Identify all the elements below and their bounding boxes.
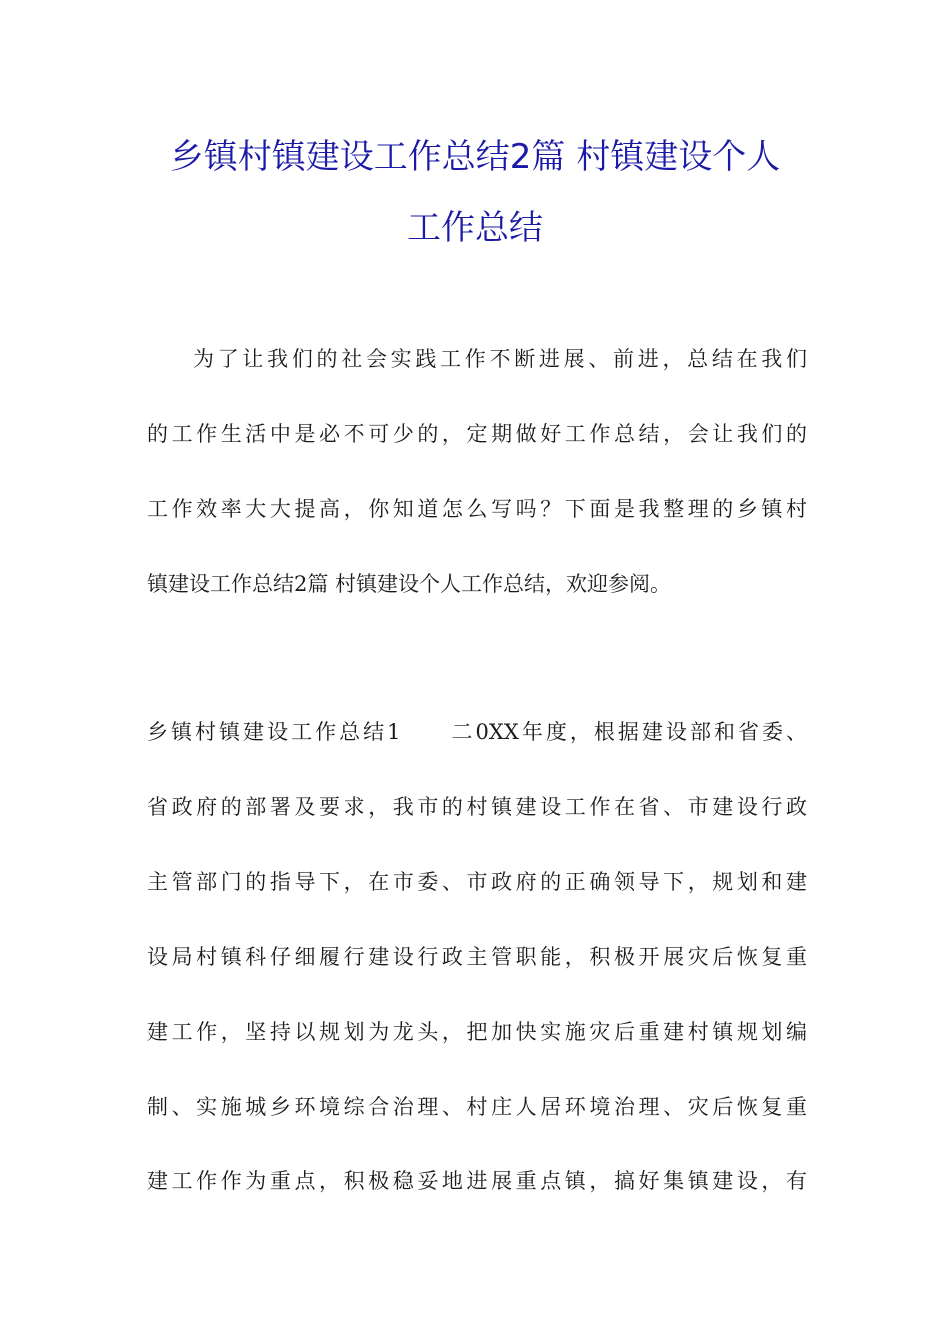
section-paragraph-line: 主管部门的指导下，在市委、市政府的正确领导下，规划和建 <box>147 870 807 894</box>
intro-paragraph-line: 工作效率大大提高，你知道怎么写吗？下面是我整理的乡镇村 <box>147 497 807 521</box>
document-title-line-1: 乡镇村镇建设工作总结2篇 村镇建设个人 <box>169 137 781 177</box>
intro-paragraph-line: 为了让我们的社会实践工作不断进展、前进，总结在我们 <box>193 347 807 371</box>
section-paragraph-line: 制、实施城乡环境综合治理、村庄人居环境治理、灾后恢复重 <box>147 1095 807 1119</box>
section-paragraph-line: 建工作作为重点，积极稳妥地进展重点镇，搞好集镇建设，有 <box>147 1169 807 1193</box>
intro-paragraph-line: 的工作生活中是必不可少的，定期做好工作总结，会让我们的 <box>147 422 807 446</box>
section-paragraph-line: 省政府的部署及要求，我市的村镇建设工作在省、市建设行政 <box>147 795 807 819</box>
section-paragraph-line: 设局村镇科仔细履行建设行政主管职能，积极开展灾后恢复重 <box>147 945 807 969</box>
section-paragraph-line: 建工作，坚持以规划为龙头，把加快实施灾后重建村镇规划编 <box>147 1020 807 1044</box>
document-title-line-2: 工作总结 <box>407 208 543 248</box>
intro-paragraph-line: 镇建设工作总结2篇 村镇建设个人工作总结，欢迎参阅。 <box>147 572 672 596</box>
section-paragraph-line: 乡镇村镇建设工作总结1 二0XX年度，根据建设部和省委、 <box>147 720 807 744</box>
